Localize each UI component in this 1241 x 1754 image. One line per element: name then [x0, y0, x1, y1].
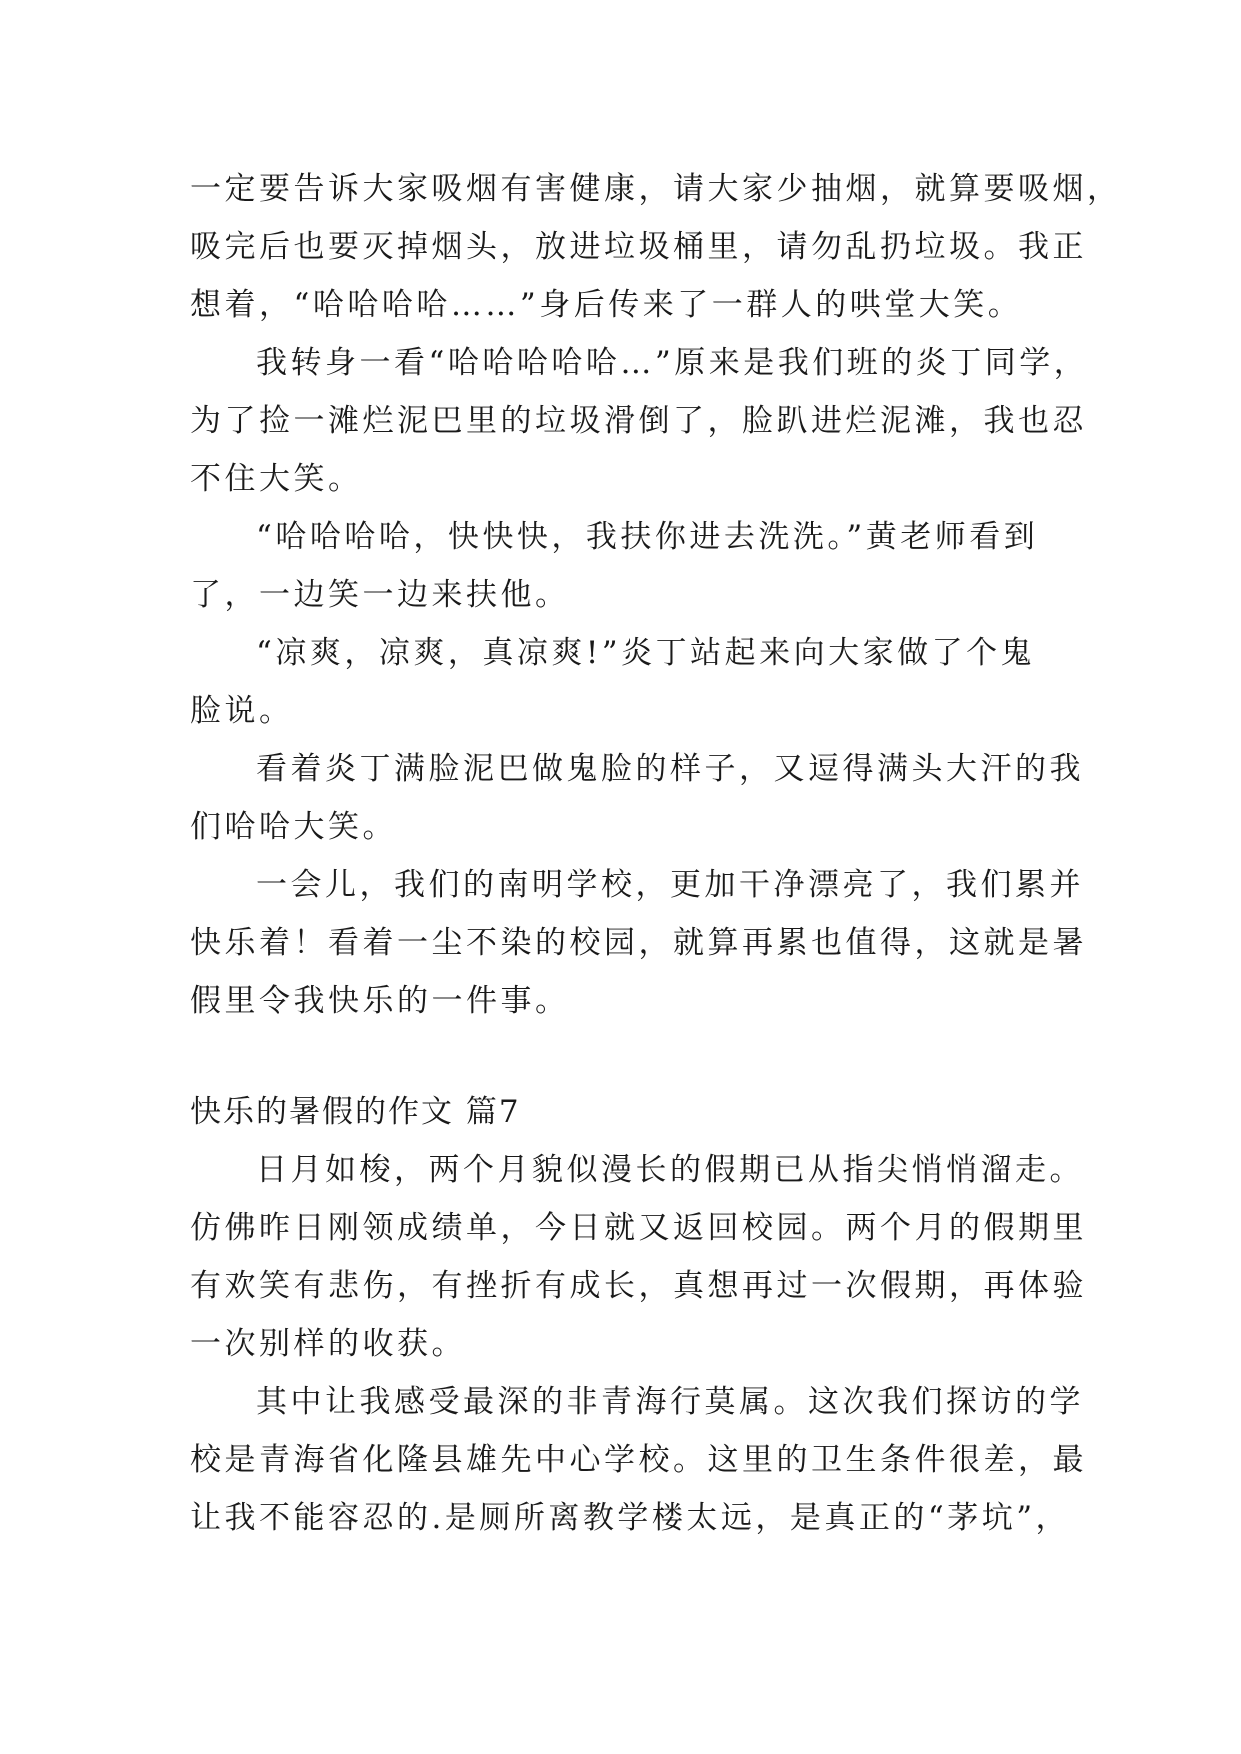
text-line: 一定要告诉大家吸烟有害健康，请大家少抽烟，就算要吸烟，	[190, 171, 1122, 207]
paragraph-start-line: 看着炎丁满脸泥巴做鬼脸的样子，又逗得满头大汗的我	[256, 751, 1084, 787]
text-line: 吸完后也要灭掉烟头，放进垃圾桶里，请勿乱扔垃圾。我正	[190, 229, 1087, 265]
paragraph-start-line: 日月如梭，两个月貌似漫长的假期已从指尖悄悄溜走。	[256, 1152, 1084, 1188]
paragraph-start-line: 其中让我感受最深的非青海行莫属。这次我们探访的学	[256, 1384, 1084, 1420]
text-line: 们哈哈大笑。	[190, 809, 397, 845]
text-line: 让我不能容忍的.是厕所离教学楼太远，是真正的“茅坑”，	[190, 1500, 1071, 1536]
section-gap	[190, 1030, 1070, 1083]
paragraph-start-line: 我转身一看“哈哈哈哈哈…”原来是我们班的炎丁同学，	[256, 345, 1089, 381]
text-line: 校是青海省化隆县雄先中心学校。这里的卫生条件很差，最	[190, 1442, 1087, 1478]
text-line: 为了捡一滩烂泥巴里的垃圾滑倒了，脸趴进烂泥滩，我也忍	[190, 403, 1087, 439]
essay-section-previous	[190, 160, 1122, 1030]
text-line: 脸说。	[190, 693, 294, 729]
section-heading: 快乐的暑假的作文 篇7	[190, 1094, 521, 1130]
text-line: 一次别样的收获。	[190, 1326, 466, 1362]
text-line: 假里令我快乐的一件事。	[190, 983, 570, 1019]
document-page	[190, 160, 1122, 1547]
text-line: 想着，“哈哈哈哈……”身后传来了一群人的哄堂大笑。	[190, 287, 1023, 323]
essay-section-7	[190, 1083, 1087, 1547]
text-line: 有欢笑有悲伤，有挫折有成长，真想再过一次假期，再体验	[190, 1268, 1087, 1304]
text-line: 快乐着！看着一尘不染的校园，就算再累也值得，这就是暑	[190, 925, 1087, 961]
text-line: 不住大笑。	[190, 461, 363, 497]
paragraph-start-line: “哈哈哈哈，快快快，我扶你进去洗洗。”黄老师看到	[256, 519, 1039, 555]
paragraph-start-line: 一会儿，我们的南明学校，更加干净漂亮了，我们累并	[256, 867, 1084, 903]
text-line: 仿佛昨日刚领成绩单，今日就又返回校园。两个月的假期里	[190, 1210, 1087, 1246]
text-line: 了，一边笑一边来扶他。	[190, 577, 570, 613]
paragraph-start-line: “凉爽，凉爽，真凉爽!”炎丁站起来向大家做了个鬼	[256, 635, 1036, 671]
